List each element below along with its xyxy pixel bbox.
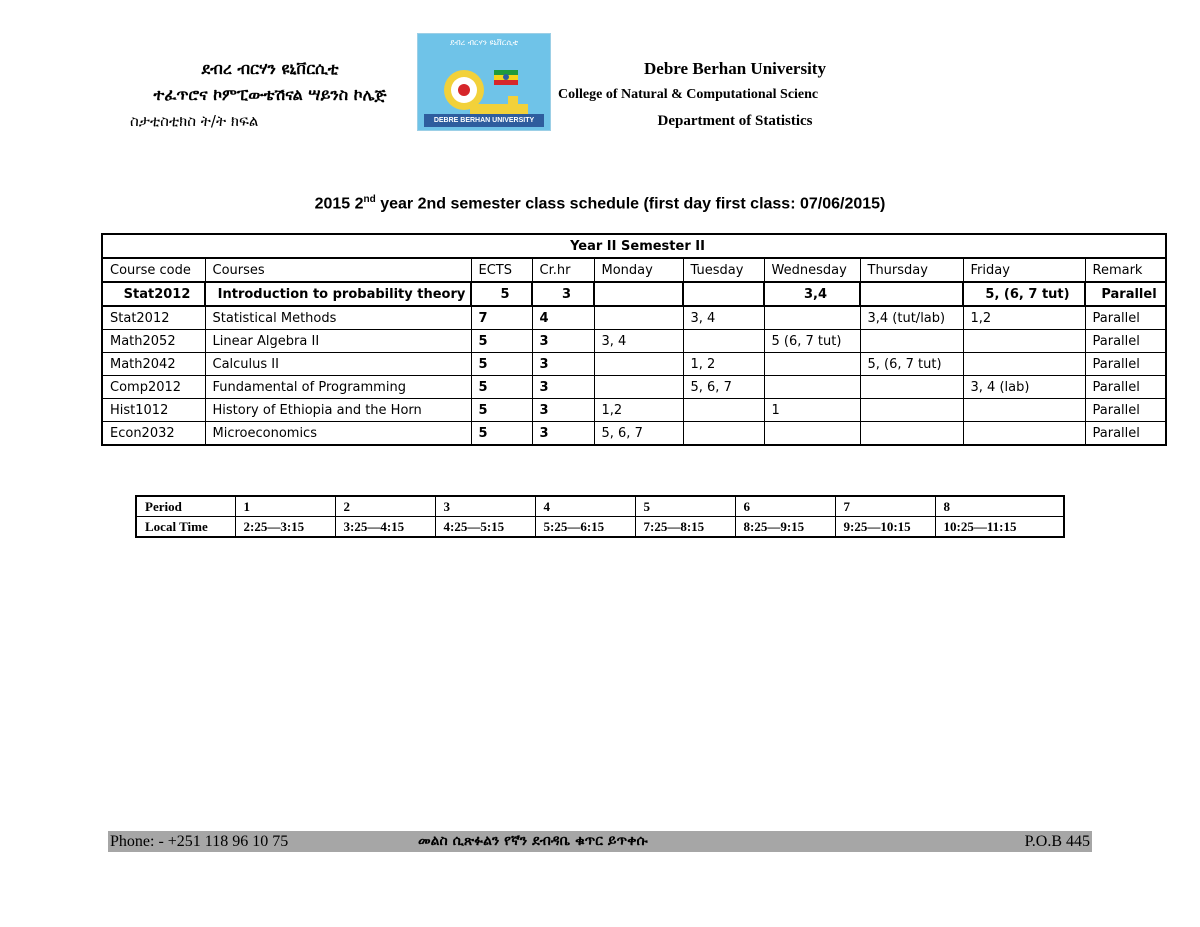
table-cell: 1 xyxy=(235,496,335,517)
table-cell: Microeconomics xyxy=(205,422,471,446)
table-cell: 3 xyxy=(532,422,594,446)
table-cell: 7:25—8:15 xyxy=(635,517,735,538)
schedule-caption: Year II Semester II xyxy=(102,234,1166,258)
footer-bar xyxy=(108,831,1092,852)
amharic-college-name: ተፈጥሮና ኮምፒውቴሽናል ሣይንስ ኮሌጅ xyxy=(153,85,387,104)
table-cell: History of Ethiopia and the Horn xyxy=(205,399,471,422)
column-header: Course code xyxy=(102,258,205,282)
table-cell: 5, 6, 7 xyxy=(683,376,764,399)
table-cell: 2:25—3:15 xyxy=(235,517,335,538)
table-row xyxy=(136,496,1064,517)
table-cell xyxy=(860,399,963,422)
column-header: Thursday xyxy=(860,258,963,282)
period-body xyxy=(136,496,1064,537)
table-cell: Fundamental of Programming xyxy=(205,376,471,399)
table-cell: 6 xyxy=(735,496,835,517)
table-cell: 1, 2 xyxy=(683,353,764,376)
table-cell xyxy=(764,353,860,376)
table-cell xyxy=(594,353,683,376)
page-title xyxy=(100,194,1100,213)
table-cell: Parallel xyxy=(1085,330,1166,353)
english-department-name: Department of Statistics xyxy=(657,113,813,129)
table-cell: 3,4 (tut/lab) xyxy=(860,306,963,330)
schedule-table xyxy=(101,233,1167,446)
table-cell: 5 (6, 7 tut) xyxy=(764,330,860,353)
table-cell: 4:25—5:15 xyxy=(435,517,535,538)
table-cell xyxy=(860,376,963,399)
table-cell: Parallel xyxy=(1085,376,1166,399)
schedule-caption-row xyxy=(102,234,1166,258)
table-cell: 8 xyxy=(935,496,1064,517)
row-label: Local Time xyxy=(136,517,235,538)
table-cell: Econ2032 xyxy=(102,422,205,446)
logo-bottom-text: DEBRE BERHAN UNIVERSITY xyxy=(424,114,544,127)
table-cell: 5 xyxy=(471,376,532,399)
table-cell xyxy=(860,422,963,446)
table-cell xyxy=(683,399,764,422)
table-cell: 8:25—9:15 xyxy=(735,517,835,538)
table-row xyxy=(102,376,1166,399)
table-cell: Introduction to probability theory xyxy=(205,282,471,306)
table-cell xyxy=(963,422,1085,446)
table-cell: 5, (6, 7 tut) xyxy=(860,353,963,376)
title-prefix: 2015 2 xyxy=(314,195,364,213)
table-cell: Parallel xyxy=(1085,282,1166,306)
table-row xyxy=(102,422,1166,446)
table-row xyxy=(102,399,1166,422)
footer-phone: Phone: - +251 118 96 10 75 xyxy=(110,833,289,850)
row-label: Period xyxy=(136,496,235,517)
column-header: Friday xyxy=(963,258,1085,282)
table-cell: 1,2 xyxy=(594,399,683,422)
table-cell xyxy=(764,306,860,330)
table-cell: Comp2012 xyxy=(102,376,205,399)
table-cell: 3 xyxy=(532,330,594,353)
table-cell xyxy=(683,422,764,446)
table-cell: 3, 4 xyxy=(683,306,764,330)
table-cell: 7 xyxy=(471,306,532,330)
table-cell: Stat2012 xyxy=(102,282,205,306)
table-cell: 3 xyxy=(532,399,594,422)
table-cell: 5:25—6:15 xyxy=(535,517,635,538)
table-cell xyxy=(683,282,764,306)
table-cell xyxy=(860,330,963,353)
column-header: Remark xyxy=(1085,258,1166,282)
table-cell xyxy=(594,376,683,399)
table-cell xyxy=(764,422,860,446)
table-cell: 3:25—4:15 xyxy=(335,517,435,538)
table-cell: Parallel xyxy=(1085,422,1166,446)
table-cell: Hist1012 xyxy=(102,399,205,422)
table-cell: Math2052 xyxy=(102,330,205,353)
period-table xyxy=(135,495,1065,538)
logo-top-text: ደብረ ብርሃን ዩኒቨርሲቲ xyxy=(449,38,519,47)
table-cell: Parallel xyxy=(1085,306,1166,330)
table-cell: 5 xyxy=(635,496,735,517)
table-cell: 1 xyxy=(764,399,860,422)
university-logo xyxy=(417,33,551,131)
footer-pob: P.O.B 445 xyxy=(1024,833,1090,850)
table-cell: 3 xyxy=(532,353,594,376)
table-cell xyxy=(764,376,860,399)
table-row xyxy=(102,282,1166,306)
column-header: Monday xyxy=(594,258,683,282)
table-cell: 5 xyxy=(471,282,532,306)
english-college-name: College of Natural & Computational Scienc xyxy=(558,87,819,102)
column-header: Cr.hr xyxy=(532,258,594,282)
table-row xyxy=(102,353,1166,376)
table-row xyxy=(102,306,1166,330)
table-cell: 3 xyxy=(435,496,535,517)
amharic-department-name: ስታቲስቲክስ ት/ት ክፍል xyxy=(130,112,259,130)
table-cell: 10:25—11:15 xyxy=(935,517,1064,538)
column-header: Courses xyxy=(205,258,471,282)
table-cell: Math2042 xyxy=(102,353,205,376)
table-cell xyxy=(594,282,683,306)
table-cell: Stat2012 xyxy=(102,306,205,330)
schedule-header-row xyxy=(102,258,1166,282)
schedule-body xyxy=(102,282,1166,445)
table-row xyxy=(136,517,1064,538)
title-rest: year 2nd semester class schedule (first day first class: 07/06/2015) xyxy=(375,195,886,213)
table-cell: Parallel xyxy=(1085,399,1166,422)
table-cell: Calculus II xyxy=(205,353,471,376)
table-cell: 3,4 xyxy=(764,282,860,306)
table-cell: Statistical Methods xyxy=(205,306,471,330)
table-cell: 7 xyxy=(835,496,935,517)
table-cell xyxy=(963,399,1085,422)
column-header: Wednesday xyxy=(764,258,860,282)
amharic-header xyxy=(110,56,430,134)
title-superscript: nd xyxy=(363,194,376,205)
table-cell: 1,2 xyxy=(963,306,1085,330)
table-cell: 5, (6, 7 tut) xyxy=(963,282,1085,306)
table-row xyxy=(102,330,1166,353)
table-cell: 4 xyxy=(532,306,594,330)
table-cell: Linear Algebra II xyxy=(205,330,471,353)
table-cell: 9:25—10:15 xyxy=(835,517,935,538)
table-cell: 5 xyxy=(471,399,532,422)
footer-motto: መልስ ሲጽፉልን የኛን ደብዳቤ ቁጥር ይጥቀሱ xyxy=(418,833,648,849)
table-cell: Parallel xyxy=(1085,353,1166,376)
table-cell: 3 xyxy=(532,282,594,306)
table-cell xyxy=(860,282,963,306)
table-cell: 5 xyxy=(471,422,532,446)
table-cell: 3, 4 (lab) xyxy=(963,376,1085,399)
column-header: Tuesday xyxy=(683,258,764,282)
table-cell: 3, 4 xyxy=(594,330,683,353)
table-cell: 5 xyxy=(471,353,532,376)
english-university-name: Debre Berhan University xyxy=(644,59,826,78)
table-cell: 2 xyxy=(335,496,435,517)
table-cell: 5, 6, 7 xyxy=(594,422,683,446)
table-cell: 3 xyxy=(532,376,594,399)
table-cell xyxy=(594,306,683,330)
amharic-university-name: ደብረ ብርሃን ዩኒቨርሲቲ xyxy=(201,59,339,78)
table-cell xyxy=(963,330,1085,353)
table-cell: 4 xyxy=(535,496,635,517)
english-header xyxy=(540,56,930,134)
table-cell xyxy=(963,353,1085,376)
column-header: ECTS xyxy=(471,258,532,282)
table-cell: 5 xyxy=(471,330,532,353)
table-cell xyxy=(683,330,764,353)
